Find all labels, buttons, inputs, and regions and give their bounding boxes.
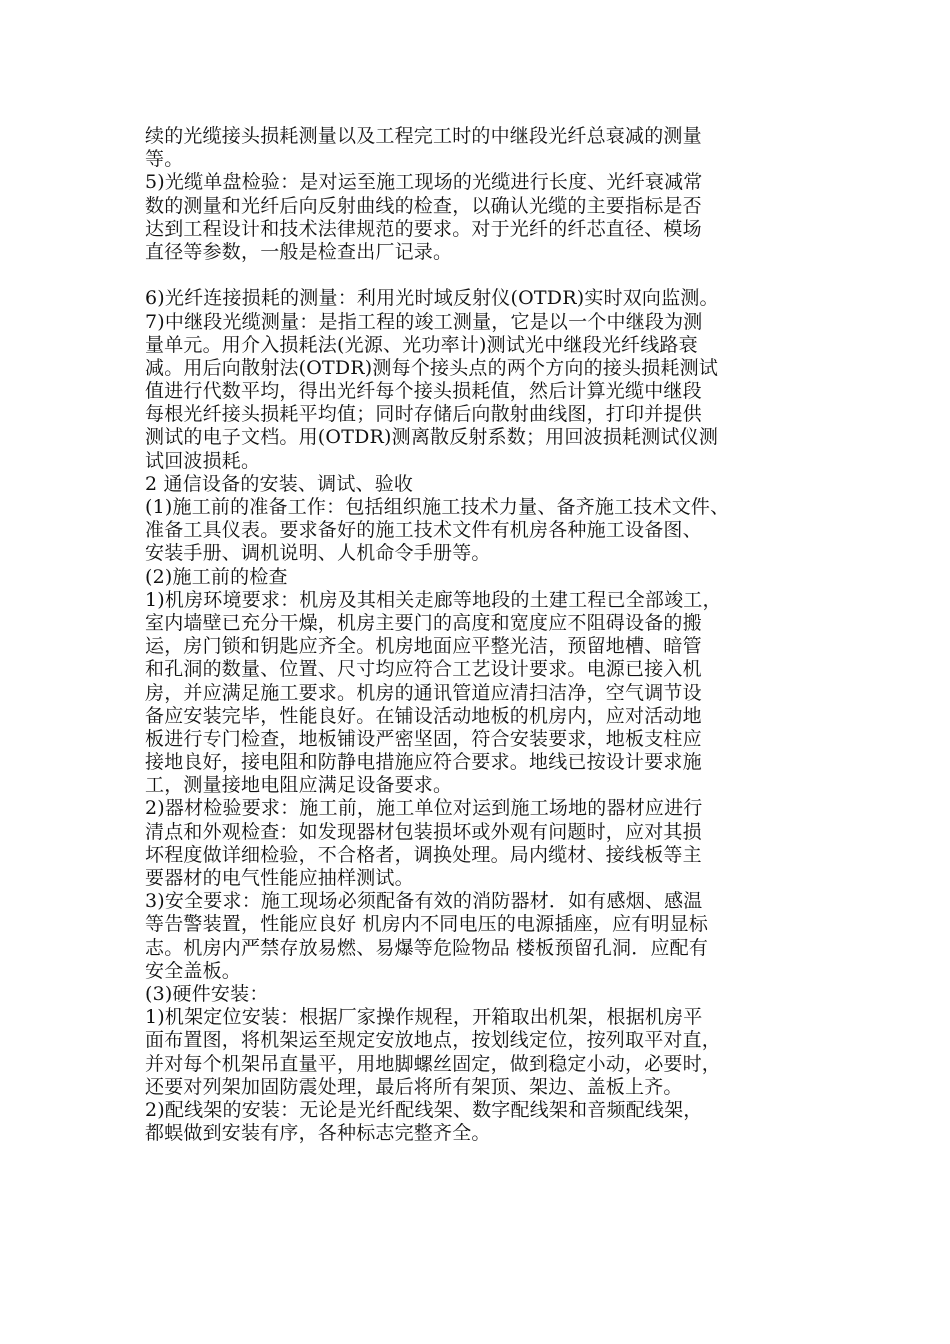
text-line: 运，房门锁和钥匙应齐全。机房地面应平整光洁，预留地槽、暗管 xyxy=(145,635,702,658)
text-line: (1)施工前的准备工作：包括组织施工技术力量、备齐施工技术文件、 xyxy=(145,496,730,518)
text-line: 板进行专门检查，地板铺设严密坚固，符合安装要求，地板支柱应 xyxy=(145,727,702,750)
text-line: 并对每个机架吊直量平，用地脚螺丝固定，做到稳定小动，必要时， xyxy=(145,1052,722,1075)
text-line: 志。机房内严禁存放易燃、易爆等危险物品 楼板预留孔洞．应配有 xyxy=(145,936,709,959)
text-line: 坏程度做详细检验，不合格者，调换处理。局内缆材、接线板等主 xyxy=(145,843,702,866)
text-line: 减。用后向散射法(OTDR)测每个接头点的两个方向的接头损耗测试 xyxy=(145,356,719,379)
text-line: 接地良好，接电阻和防静电措施应符合要求。地线已按设计要求施 xyxy=(145,751,702,774)
text-line: 室内墙壁已充分干燥，机房主要门的高度和宽度应不阻碍设备的搬 xyxy=(145,611,702,634)
text-line: 值进行代数平均，得出光纤每个接头损耗值，然后计算光缆中继段 xyxy=(145,380,702,403)
text-line: 7)中继段光缆测量：是指工程的竣工测量，它是以一个中继段为测 xyxy=(145,310,703,333)
text-line: 准备工具仪表。要求备好的施工技术文件有机房各种施工设备图、 xyxy=(145,519,702,542)
text-line: 测试的电子文档。用(OTDR)测离散反射系数；用回波损耗测试仪测 xyxy=(145,426,719,449)
text-line: 续的光缆接头损耗测量以及工程完工时的中继段光纤总衰减的测量 xyxy=(145,125,702,147)
text-line: 1)机架定位安装：根据厂家操作规程，开箱取出机架，根据机房平 xyxy=(145,1006,703,1029)
text-line: 备应安装完毕，性能良好。在铺设活动地板的机房内，应对活动地 xyxy=(145,704,702,727)
text-line: 2 通信设备的安装、调试、验收 xyxy=(145,472,414,495)
text-line: 直径等参数，一般是检查出厂记录。 xyxy=(145,240,453,263)
text-line: 2)配线架的安装：无论是光纤配线架、数字配线架和音频配线架， xyxy=(145,1098,703,1121)
text-line: 安全盖板。 xyxy=(145,959,242,982)
text-line: 每根光纤接头损耗平均值；同时存储后向散射曲线图，打印并提供 xyxy=(145,403,702,426)
text-line: 等。 xyxy=(145,148,184,171)
text-line: 5)光缆单盘检验：是对运至施工现场的光缆进行长度、光纤衰减常 xyxy=(145,171,703,194)
paragraph-gap xyxy=(145,264,825,287)
document-body xyxy=(145,125,825,1145)
text-line: 安装手册、调机说明、人机命令手册等。 xyxy=(145,542,491,565)
text-line: 2)器材检验要求：施工前，施工单位对运到施工场地的器材应进行 xyxy=(145,797,703,820)
text-line: 试回波损耗。 xyxy=(145,449,261,472)
text-line: 要器材的电气性能应抽样测试。 xyxy=(145,867,414,889)
text-line: 数的测量和光纤后向反射曲线的检查，以确认光缆的主要指标是否 xyxy=(145,194,702,217)
text-line: 还要对列架加固防震处理，最后将所有架顶、架边、盖板上齐。 xyxy=(145,1075,683,1098)
text-line: 房，并应满足施工要求。机房的通讯管道应清扫洁净，空气调节设 xyxy=(145,681,702,704)
text-line: (2)施工前的检查 xyxy=(145,565,288,588)
text-line: 6)光纤连接损耗的测量：利用光时域反射仪(OTDR)实时双向监测。 xyxy=(145,287,719,310)
text-line: 都蜈做到安装有序，各种标志完整齐全。 xyxy=(145,1122,491,1145)
text-line: 工，测量接地电阻应满足设备要求。 xyxy=(145,774,453,797)
text-line: 清点和外观检查：如发现器材包装损坏或外观有问题时，应对其损 xyxy=(145,820,702,843)
text-line: 和孔洞的数量、位置、尺寸均应符合工艺设计要求。电源已接入机 xyxy=(145,658,702,681)
text-line: 3)安全要求：施工现场必须配备有效的消防器材．如有感烟、感温 xyxy=(145,890,703,913)
text-line: (3)硬件安装： xyxy=(145,982,269,1005)
text-line: 面布置图，将机架运至规定安放地点，按划线定位，按列取平对直， xyxy=(145,1029,722,1052)
text-line: 量单元。用介入损耗法(光源、光功率计)测试光中继段光纤线路衰 xyxy=(145,333,698,356)
text-line: 等告警装置，性能应良好 机房内不同电压的电源插座，应有明显标 xyxy=(145,913,709,936)
text-line: 1)机房环境要求：机房及其相关走廊等地段的土建工程已全部竣工， xyxy=(145,588,722,611)
text-line: 达到工程设计和技术法律规范的要求。对于光纤的纤芯直径、模场 xyxy=(145,217,702,240)
